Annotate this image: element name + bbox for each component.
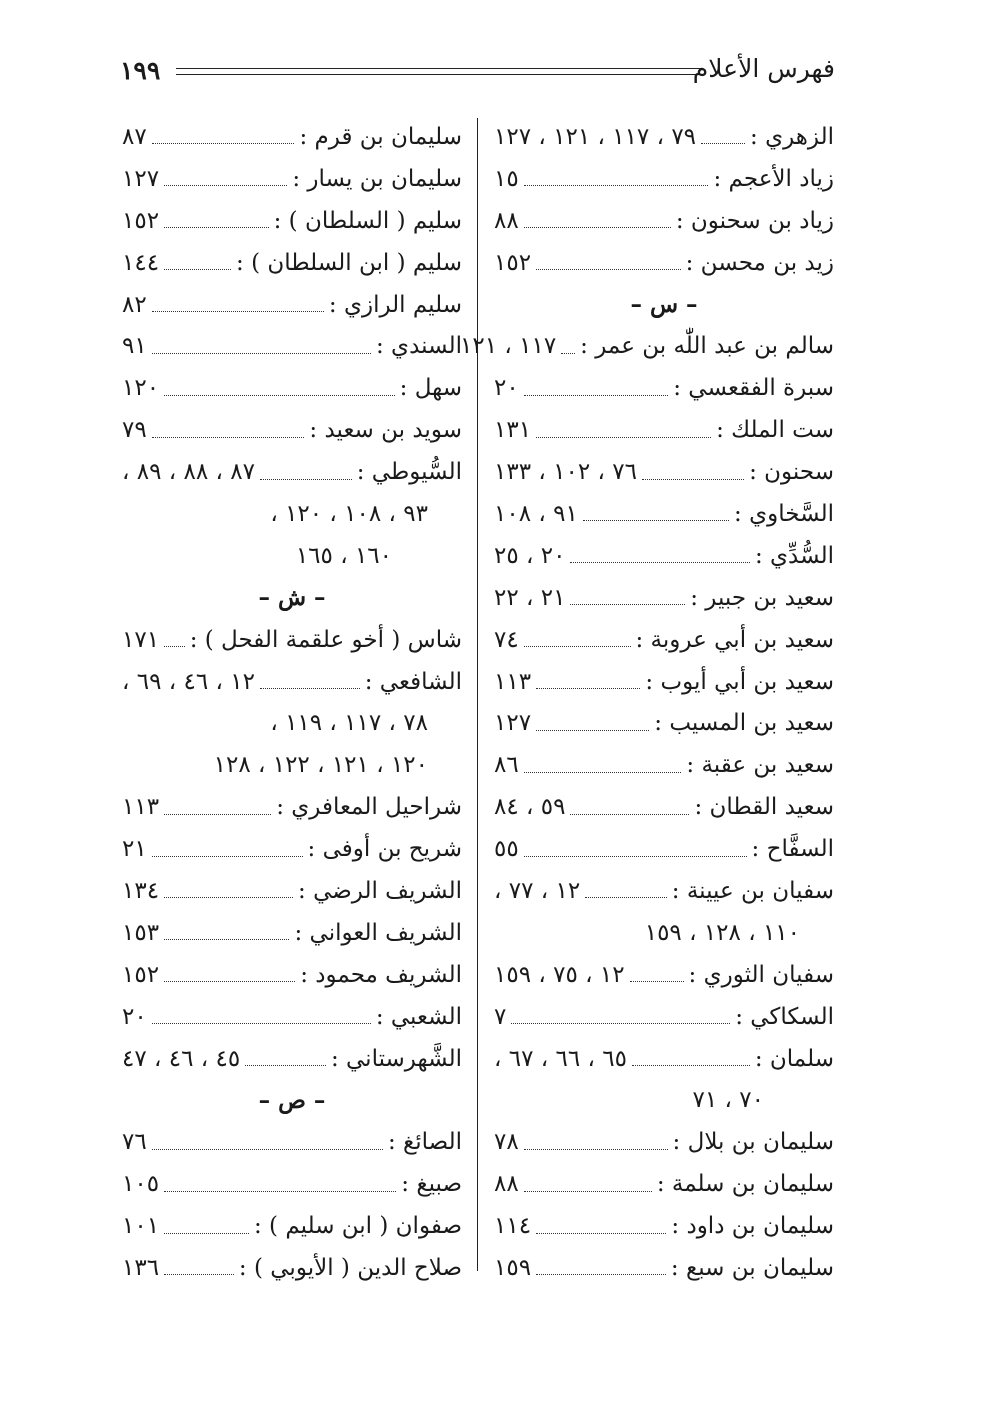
index-entry [494,996,834,1038]
dot-leader [570,604,685,605]
entry-name: صبيغ : [401,1171,462,1198]
dot-leader [260,688,360,689]
entry-page-numbers: ١٦٠ ، ١٦٥ [295,542,392,569]
dot-leader [164,269,231,270]
index-entry-continuation [122,535,462,577]
entry-name: سليمان بن سبع : [670,1254,834,1281]
entry-page-numbers: ٩١ ، ١٠٨ [494,500,578,527]
entry-page-numbers: ١٣١ [494,417,532,444]
index-entry [494,870,834,912]
entry-name: الشريف محمود : [300,961,462,988]
entry-page-numbers: ١٥٢ [494,249,532,276]
entry-name: السُّدِّي : [754,542,834,569]
dot-leader [524,227,671,228]
index-entry [494,744,834,786]
index-entry [494,451,834,493]
entry-name: شاس ( أخو علقمة الفحل ) : [189,626,462,653]
entry-page-numbers: ١١٤ [494,1213,532,1240]
index-entry [494,242,834,284]
entry-name: الزهري : [750,123,834,150]
entry-page-numbers: ٧٦ ، ١٠٢ ، ١٣٣ [494,459,637,486]
index-entry [494,577,834,619]
entry-name: شريح بن أوفى : [307,836,462,863]
dot-leader [524,1149,668,1150]
entry-name: الشافعي : [364,668,462,695]
entry-page-numbers: ٨٨ [494,1171,519,1198]
dot-leader [536,730,649,731]
index-entry [122,912,462,954]
entry-name: سعيد بن جبير : [690,584,834,611]
entry-page-numbers: ١٥٣ [122,919,160,946]
entry-page-numbers: ٦٥ ، ٦٦ ، ٦٧ ، [494,1045,627,1072]
dot-leader [536,1233,666,1234]
entry-name: زياد الأعجم : [713,165,834,192]
entry-page-numbers: ٤٥ ، ٤٦ ، ٤٧ [122,1045,241,1072]
entry-page-numbers: ٧٨ [494,1129,519,1156]
dot-leader [632,1065,750,1066]
index-entry [122,1205,462,1247]
entry-name: الشَّهرستاني : [330,1045,462,1072]
entry-name: صلاح الدين ( الأيوبي ) : [238,1254,462,1281]
index-entry [494,828,834,870]
entry-name: السَّخاوي : [734,500,834,527]
entry-name: سفيان الثوري : [688,961,834,988]
entry-page-numbers: ١٤٤ [122,249,160,276]
index-entry [494,200,834,242]
dot-leader [152,1149,383,1150]
index-entry [460,325,834,367]
index-entry [494,1205,834,1247]
entry-name: سليمان بن يسار : [292,165,462,192]
entry-name: السندي : [376,333,462,360]
index-entry [122,451,462,493]
entry-page-numbers: ٧٨ ، ١١٧ ، ١١٩ ، [270,710,428,737]
section-letter-heading: – ص – [258,1086,326,1114]
dot-leader [164,1191,396,1192]
dot-leader [152,353,371,354]
running-title: فهرس الأعلام [692,54,835,83]
entry-page-numbers: ٩٣ ، ١٠٨ ، ١٢٠ ، [270,500,428,527]
index-entry-continuation [494,1079,834,1121]
dot-leader [164,1233,249,1234]
entry-page-numbers: ٥٩ ، ٨٤ [494,794,566,821]
entry-name: السفَّاح : [751,836,834,863]
index-entry [494,409,834,451]
entry-name: شراحيل المعافري : [276,794,462,821]
dot-leader [152,311,324,312]
dot-leader [701,143,745,144]
index-entry [122,116,462,158]
dot-leader [152,437,305,438]
index-entry [122,409,462,451]
entry-name: سليمان بن بلال : [672,1129,834,1156]
index-entry [122,284,462,326]
entry-page-numbers: ١١٣ [122,794,160,821]
entry-page-numbers: ١٢٠ ، ١٢١ ، ١٢٢ ، ١٢٨ [213,752,428,779]
dot-leader [524,1191,652,1192]
index-entry [494,786,834,828]
entry-name: زيد بن محسن : [685,249,834,276]
dot-leader [561,353,575,354]
dot-leader [570,562,749,563]
dot-leader [164,897,293,898]
entry-page-numbers: ١٧١ [122,626,160,653]
index-entry [494,702,834,744]
dot-leader [245,1065,326,1066]
entry-page-numbers: ٢٠ ، ٢٥ [494,542,566,569]
dot-leader [260,479,352,480]
dot-leader [630,981,684,982]
entry-page-numbers: ٧٩ [122,417,147,444]
index-entry [122,954,462,996]
index-entry [122,1163,462,1205]
entry-page-numbers: ١٢ ، ٧٥ ، ١٥٩ [494,961,625,988]
index-entry [122,242,462,284]
index-entry [494,367,834,409]
dot-leader [164,395,395,396]
entry-page-numbers: ٨٨ [494,207,519,234]
dot-leader [536,437,711,438]
entry-name: سعيد بن أبي عروبة : [635,626,834,653]
page-number: ١٩٩ [120,56,161,85]
index-entry [494,493,834,535]
dot-leader [164,646,185,647]
entry-name: سلمان : [754,1045,834,1072]
dot-leader [164,814,271,815]
index-column-right [460,116,834,1289]
entry-page-numbers: ١٥ [494,165,519,192]
index-entry [122,158,462,200]
index-entry [494,1121,834,1163]
index-entry [122,1121,462,1163]
entry-page-numbers: ٧٩ ، ١١٧ ، ١٢١ ، ١٢٧ [494,123,697,150]
index-entry [122,996,462,1038]
entry-name: زياد بن سحنون : [675,207,834,234]
entry-name: سحنون : [749,459,834,486]
index-entry [494,1038,834,1080]
entry-name: السُّيوطي : [356,459,462,486]
entry-page-numbers: ١٣٤ [122,877,160,904]
dot-leader [524,646,631,647]
index-entry [122,661,462,703]
dot-leader [164,185,287,186]
section-letter-heading: – س – [630,291,698,318]
dot-leader [642,479,744,480]
entry-page-numbers: ٧٦ [122,1129,147,1156]
dot-leader [524,772,682,773]
dot-leader [570,814,689,815]
index-entry [122,200,462,242]
index-entry [494,1163,834,1205]
entry-name: سبرة الفقعسي : [673,375,834,402]
entry-name: الشريف العواني : [294,919,462,946]
index-entry-continuation [494,912,834,954]
entry-page-numbers: ١٠٥ [122,1171,160,1198]
entry-page-numbers: ١٢ ، ٤٦ ، ٦٩ ، [122,668,255,695]
entry-name: ست الملك : [716,417,834,444]
dot-leader [524,395,669,396]
dot-leader [152,856,303,857]
entry-page-numbers: ١٢٧ [494,710,532,737]
entry-page-numbers: ٨٢ [122,291,147,318]
entry-page-numbers: ٨٦ [494,752,519,779]
entry-page-numbers: ٢١ [122,836,147,863]
index-entry [494,535,834,577]
entry-name: سالم بن عبد اللّٰه بن عمر : [580,333,834,360]
index-entry [122,1247,462,1289]
entry-name: سليم ( ابن السلطان ) : [236,249,462,276]
index-entry [494,661,834,703]
entry-name: صفوان ( ابن سليم ) : [253,1213,462,1240]
entry-name: الصائغ : [387,1129,462,1156]
index-entry-continuation [122,702,462,744]
entry-page-numbers: ٢١ ، ٢٢ [494,584,566,611]
entry-name: الشريف الرضي : [298,877,462,904]
section-letter-heading: – ش – [258,584,326,612]
dot-leader [164,981,295,982]
entry-name: سليمان بن قرم : [299,123,462,150]
index-entry [122,828,462,870]
entry-page-numbers: ١٢٧ [122,165,160,192]
index-column-left [122,116,462,1289]
dot-leader [585,897,667,898]
dot-leader [536,269,681,270]
header-rule [176,68,703,75]
dot-leader [524,185,709,186]
entry-page-numbers: ٨٧ [122,123,147,150]
index-entry [494,116,834,158]
entry-page-numbers: ١٥٢ [122,207,160,234]
entry-page-numbers: ٧٠ ، ٧١ [692,1087,764,1114]
entry-page-numbers: ١٥٩ [494,1254,532,1281]
index-entry [122,325,462,367]
entry-page-numbers: ٧٤ [494,626,519,653]
entry-name: سعيد بن عقبة : [686,752,834,779]
index-entry [494,158,834,200]
entry-name: سهل : [399,375,462,402]
entry-page-numbers: ١٢٠ [122,375,160,402]
entry-page-numbers: ١٥٢ [122,961,160,988]
page-header [120,52,835,96]
entry-page-numbers: ٢٠ [122,1003,147,1030]
entry-page-numbers: ٢٠ [494,375,519,402]
entry-page-numbers: ١٣٦ [122,1254,160,1281]
dot-leader [583,520,729,521]
index-entry [122,619,462,661]
column-divider [477,118,478,1271]
entry-name: سليم ( السلطان ) : [273,207,462,234]
dot-leader [511,1023,730,1024]
index-entry [122,1038,462,1080]
entry-page-numbers: ٥٥ [494,836,519,863]
dot-leader [164,1274,234,1275]
dot-leader [152,143,295,144]
index-entry [122,870,462,912]
entry-page-numbers: ١١٣ [494,668,532,695]
entry-name: الشعبي : [375,1003,462,1030]
dot-leader [152,1023,371,1024]
entry-name: سليمان بن سلمة : [656,1171,834,1198]
entry-page-numbers: ١١٠ ، ١٢٨ ، ١٥٩ [644,919,800,946]
index-entry [494,954,834,996]
entry-name: السكاكي : [735,1003,834,1030]
entry-name: سعيد بن المسيب : [654,710,834,737]
index-entry [494,1247,834,1289]
dot-leader [536,1274,666,1275]
dot-leader [536,688,640,689]
entry-name: سليم الرازي : [328,291,462,318]
dot-leader [524,856,747,857]
index-entry-continuation [122,493,462,535]
entry-name: سفيان بن عيينة : [671,877,834,904]
entry-page-numbers: ٩١ [122,333,147,360]
dot-leader [164,939,289,940]
entry-page-numbers: ٧ [494,1003,507,1030]
entry-page-numbers: ١٢ ، ٧٧ ، [494,877,581,904]
entry-name: سعيد القطان : [694,794,834,821]
entry-page-numbers: ٨٧ ، ٨٨ ، ٨٩ ، [122,459,255,486]
index-entry-continuation [122,744,462,786]
index-entry [494,619,834,661]
entry-name: سويد بن سعيد : [309,417,462,444]
index-entry [122,367,462,409]
entry-name: سليمان بن داود : [671,1213,834,1240]
entry-name: سعيد بن أبي أيوب : [645,668,834,695]
entry-page-numbers: ١١٧ ، ١٢١ [460,333,557,360]
index-entry [122,786,462,828]
dot-leader [164,227,269,228]
entry-page-numbers: ١٠١ [122,1213,160,1240]
